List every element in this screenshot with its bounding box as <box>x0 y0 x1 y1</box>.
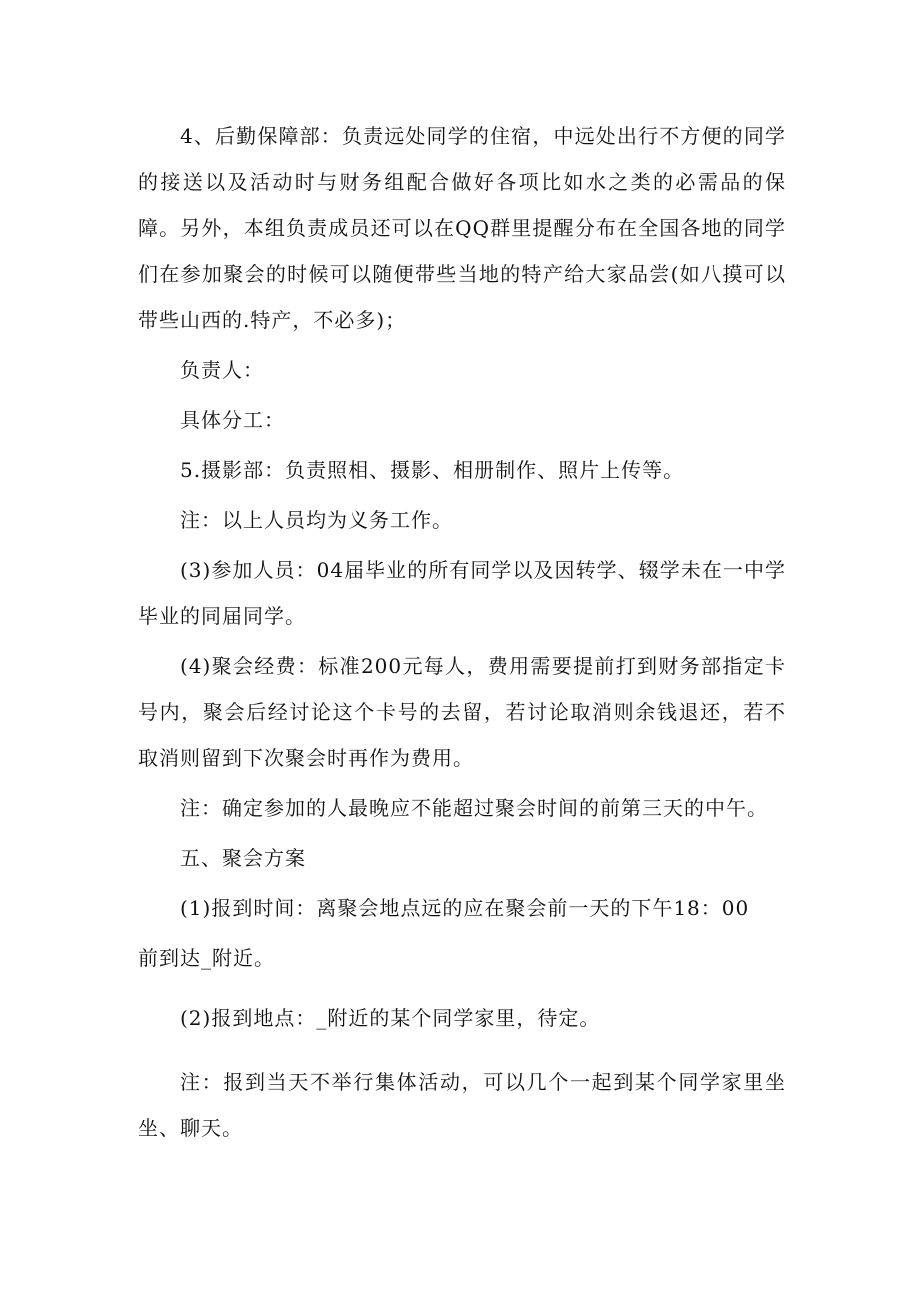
document-body <box>138 113 786 1151</box>
paragraph-check-in-time: (1)报到时间：离聚会地点远的应在聚会前一天的下午18：00 <box>180 896 750 920</box>
paragraph-logistics: 4、后勤保障部：负责远处同学的住宿，中远处出行不方便的同学的接送以及活动时与财务组配合做好各项比如水之类的必需品的保障。另外，本组负责成员还可以在QQ群里提醒分布在全国各地的同学们在参加聚会的时候可以随便带些当地的特产给大家品尝(如八摸可以带些山西的.特产，不必多)； <box>138 124 786 332</box>
paragraph-photography: 5.摄影部：负责照相、摄影、相册制作、照片上传等。 <box>180 458 685 482</box>
paragraph-responsible-person: 负责人： <box>180 358 264 382</box>
paragraph-check-in-time-continued: 前到达_附近。 <box>138 946 275 970</box>
paragraph-expenses: (4)聚会经费：标准200元每人，费用需要提前打到财务部指定卡号内，聚会后经讨论这个卡号的去留，若讨论取消则余钱退还，若不取消则留到下次聚会时再作为费用。 <box>138 654 786 770</box>
paragraph-participants: (3)参加人员：04届毕业的所有同学以及因转学、辍学未在一中学毕业的同届同学。 <box>138 558 786 628</box>
paragraph-note-volunteer: 注：以上人员均为义务工作。 <box>180 508 453 532</box>
section-heading-plan: 五、聚会方案 <box>180 846 306 870</box>
paragraph-check-in-location: (2)报到地点：_附近的某个同学家里，待定。 <box>180 1006 601 1030</box>
paragraph-division-of-work: 具体分工： <box>180 408 285 432</box>
paragraph-note-deadline: 注：确定参加的人最晚应不能超过聚会时间的前第三天的中午。 <box>180 796 768 820</box>
paragraph-note-first-day: 注：报到当天不举行集体活动，可以几个一起到某个同学家里坐坐、聊天。 <box>138 1070 786 1140</box>
